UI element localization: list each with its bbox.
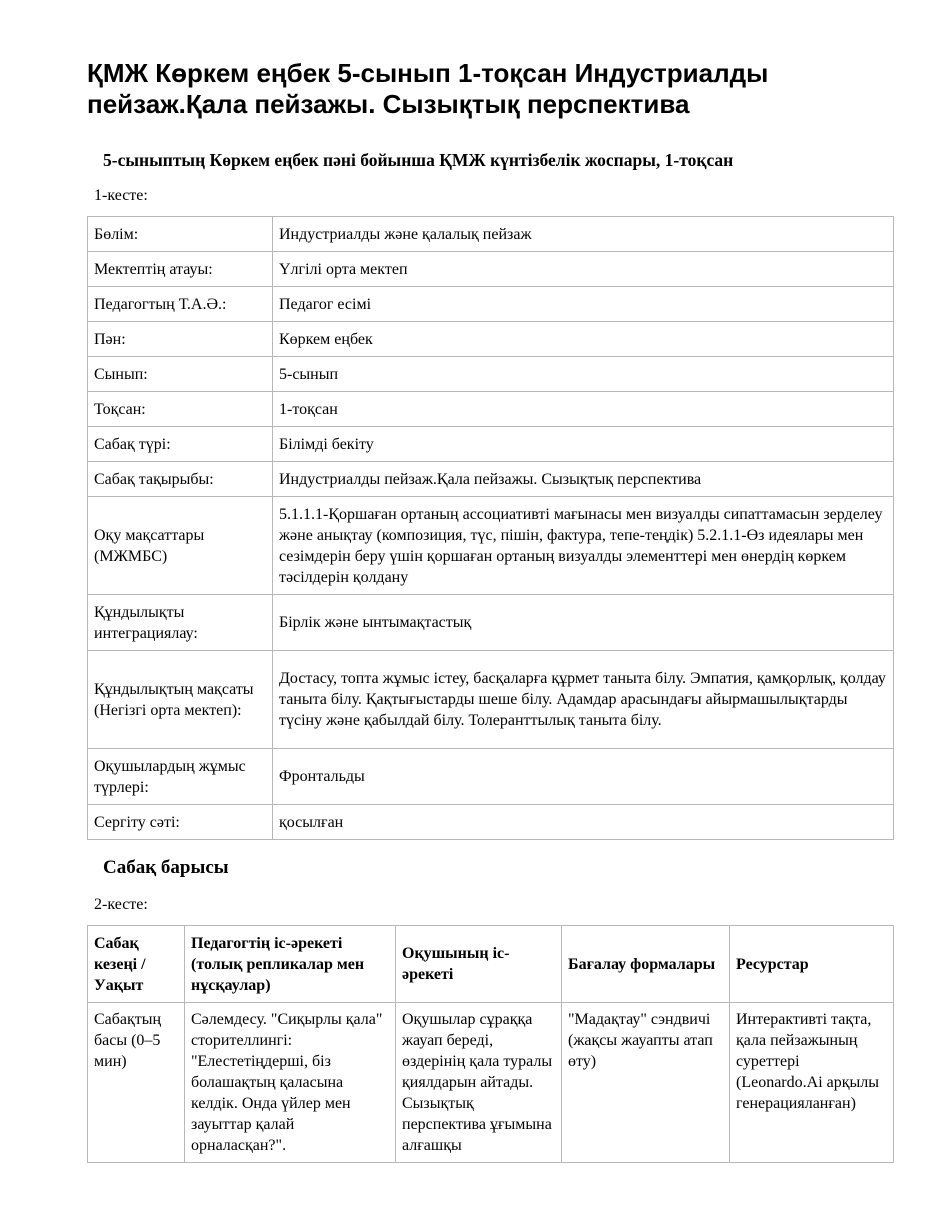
lesson-progress-table: [87, 925, 894, 1163]
table-row: [88, 595, 894, 651]
row-value-value-integration: Бірлік және ынтымақтастық: [273, 595, 894, 651]
row-value-lesson-type: Білімді бекіту: [273, 427, 894, 462]
row-label-quarter: Тоқсан:: [88, 392, 273, 427]
row-label-value-aim: Құндылықтың мақсаты (Негізгі орта мектеп):: [88, 651, 273, 749]
plan-subtitle: 5-сыныптың Көркем еңбек пәні бойынша ҚМЖ күнтізбелік жоспары, 1-тоқсан: [103, 150, 734, 170]
table-row: [88, 805, 894, 840]
row-label-subject: Пән:: [88, 322, 273, 357]
table-row: [88, 392, 894, 427]
row-label-school: Мектептің атауы:: [88, 252, 273, 287]
row-value-school: Үлгілі орта мектеп: [273, 252, 894, 287]
row-value-lesson-topic: Индустриалды пейзаж.Қала пейзажы. Сызықтық перспектива: [273, 462, 894, 497]
table-row: [88, 357, 894, 392]
cell-student-action: Оқушылар сұраққа жауап береді, өздерінің қала туралы қиялдарын айтады. Сызықтық перспектива ұғымына алғашқы: [396, 1003, 562, 1163]
lesson-progress-heading: Сабақ барысы: [103, 857, 229, 878]
cell-stage: Сабақтың басы (0–5 мин): [88, 1003, 185, 1163]
row-label-work-types: Оқушылардың жұмыс түрлері:: [88, 749, 273, 805]
row-value-learning-goals: 5.1.1.1-Қоршаған ортаның ассоциативті мағынасы мен визуалды сипаттамасын зерделеу және анықтау (композиция, түс, пішін, фактура, тепе-теңдік) 5.2.1.1-Өз идеялары мен сезімдерін беру үшін қоршаған ортаның визуалды элементтері мен өнердің көркем тәсілдерін қолдану: [273, 497, 894, 595]
row-label-refresh: Сергіту сәті:: [88, 805, 273, 840]
row-value-quarter: 1-тоқсан: [273, 392, 894, 427]
document-title: ҚМЖ Көркем еңбек 5-сынып 1-тоқсан Индустриалды пейзаж.Қала пейзажы. Сызықтық перспектива: [87, 58, 769, 119]
table1-caption: 1-кесте:: [94, 187, 148, 204]
row-value-subject: Көркем еңбек: [273, 322, 894, 357]
header-student-action: Оқушының іс-әрекеті: [396, 926, 562, 1003]
cell-teacher-action: Сәлемдесу. "Сиқырлы қала" сторителлингі: "Елестетіңдерші, біз болашақтың қаласына келдік. Онда үйлер мен зауыттар қалай орналасқан?".: [185, 1003, 396, 1163]
cell-resources: Интерактивті тақта, қала пейзажының суреттері (Leonardo.Ai арқылы генерацияланған): [730, 1003, 894, 1163]
table-row: [88, 252, 894, 287]
row-value-teacher: Педагог есімі: [273, 287, 894, 322]
cell-assessment: "Мадақтау" сэндвичі (жақсы жауапты атап өту): [562, 1003, 730, 1163]
row-value-work-types: Фронтальды: [273, 749, 894, 805]
row-label-teacher: Педагогтың Т.А.Ә.:: [88, 287, 273, 322]
header-stage: Сабақ кезеңі / Уақыт: [88, 926, 185, 1003]
row-value-grade: 5-сынып: [273, 357, 894, 392]
lesson-info-table: [87, 216, 894, 840]
table-row: [88, 497, 894, 595]
row-label-value-integration: Құндылықты интеграциялау:: [88, 595, 273, 651]
table-row: [88, 462, 894, 497]
row-label-lesson-topic: Сабақ тақырыбы:: [88, 462, 273, 497]
header-assessment: Бағалау формалары: [562, 926, 730, 1003]
row-value-value-aim: Достасу, топта жұмыс істеу, басқаларға құрмет таныта білу. Эмпатия, қамқорлық, қолдау таныта білу. Қақтығыстарды шеше білу. Адамдар арасындағы айырмашылықтарды түсіну және қабылдай білу. Толеранттылық таныта білу.: [273, 651, 894, 749]
table2-caption: 2-кесте:: [94, 896, 148, 913]
table-row: [88, 651, 894, 749]
header-teacher-action: Педагогтің іс-әрекеті (толық репликалар мен нұсқаулар): [185, 926, 396, 1003]
table-row: [88, 217, 894, 252]
row-value-refresh: қосылған: [273, 805, 894, 840]
table-row: [88, 322, 894, 357]
row-label-lesson-type: Сабақ түрі:: [88, 427, 273, 462]
row-label-grade: Сынып:: [88, 357, 273, 392]
row-label-section: Бөлім:: [88, 217, 273, 252]
row-label-learning-goals: Оқу мақсаттары (МЖМБС): [88, 497, 273, 595]
table-row: [88, 427, 894, 462]
table-row: [88, 287, 894, 322]
table-row: [88, 749, 894, 805]
table-header-row: [88, 926, 894, 1003]
row-value-section: Индустриалды және қалалық пейзаж: [273, 217, 894, 252]
header-resources: Ресурстар: [730, 926, 894, 1003]
table-row: [88, 1003, 894, 1163]
